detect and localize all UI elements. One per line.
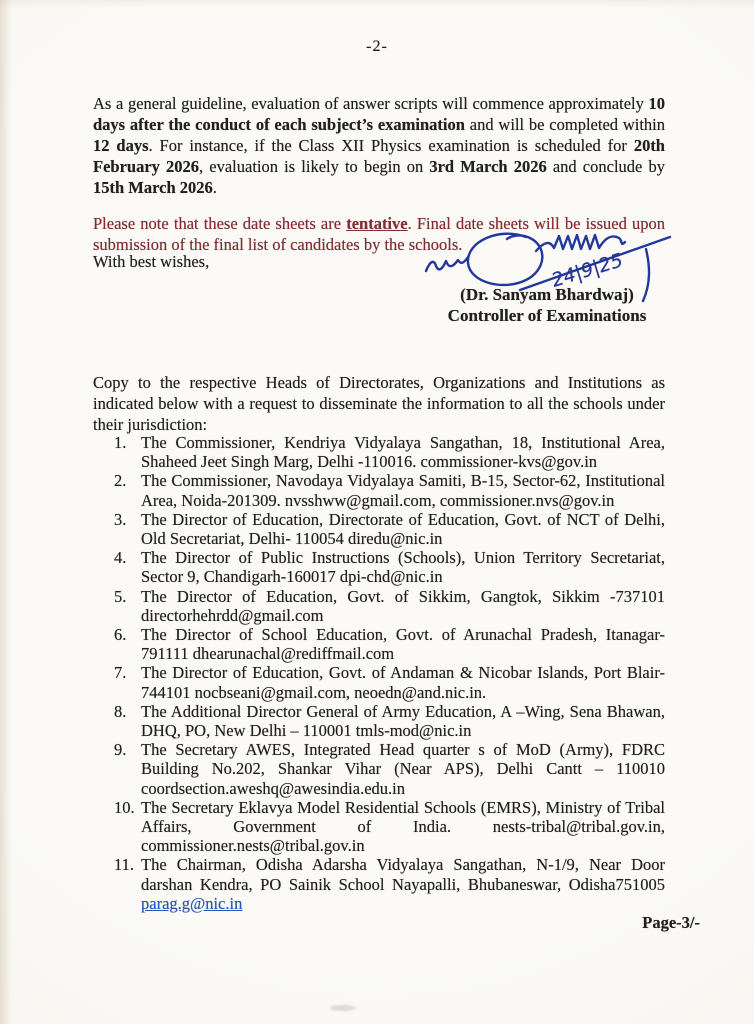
signatory-block (418, 284, 676, 326)
recipient-item (93, 548, 665, 586)
recipient-item (93, 740, 665, 798)
recipient-item (93, 663, 665, 701)
text-run: The Secretary Eklavya Model Residential Schools (EMRS), Ministry of Tribal Affairs, Government of India. nests-tribal@tribal.gov.in, commissioner.nests@tribal.gov.in (141, 797, 665, 856)
email-link[interactable]: parag.g@nic.in (141, 893, 243, 913)
page-footer-ref: Page-3/- (642, 913, 700, 932)
text-run: As a general guideline, evaluation of answer scripts will commence approximately (93, 93, 649, 113)
text-run: Please note that these date sheets are (93, 213, 347, 233)
text-run: and will be completed within (464, 114, 665, 134)
text-run: 12 days (93, 135, 149, 155)
recipient-item (93, 625, 665, 663)
recipient-item (93, 587, 665, 625)
closing-salutation: With best wishes, (93, 252, 210, 271)
recipient-item (93, 510, 665, 548)
text-run: The Director of Education, Govt. of Sikkim, Gangtok, Sikkim -737101 directorhehrdd@gmail.com (141, 586, 665, 625)
signature-date: 24|9|25 (549, 249, 626, 292)
text-run: . For instance, if the Class XII Physics examination is scheduled for (148, 135, 634, 155)
text-run: 15th March 2026 (93, 177, 213, 197)
recipient-item (93, 433, 665, 471)
text-run: and conclude by (546, 156, 665, 176)
text-run: The Director of Public Instructions (Schools), Union Territory Secretariat, Sector 9, Chandigarh-160017 dpi-chd@nic.in (141, 548, 665, 587)
text-run: The Secretary AWES, Integrated Head quarter s of MoD (Army), FDRC Building No.202, Shankar Vihar (Near APS), Delhi Cantt – 110010 coordsection.aweshq@awesindia.edu.in (141, 740, 665, 798)
text-run: . Final date sheets will be issued upon submission of the final list of candidates by the schools. (93, 213, 665, 254)
text-run: The Director of Education, Govt. of Andaman & Nicobar Islands, Port Blair-744101 nocbseani@gmail.com, neoedn@and.nic.in. (141, 663, 665, 702)
recipient-item (93, 855, 665, 913)
recipient-item (93, 471, 665, 509)
recipient-item (93, 702, 665, 740)
recipient-item (93, 798, 665, 856)
text-run: 10 days after the conduct of each subject’s examination (93, 93, 665, 134)
text-run: The Additional Director General of Army Education, A –Wing, Sena Bhawan, DHQ, PO, New Delhi – 110001 tmls-mod@nic.in (141, 701, 665, 741)
scan-smudge (330, 1005, 356, 1011)
text-run: The Chairman, Odisha Adarsha Vidyalaya Sangathan, N-1/9, Near Door darshan Kendra, PO Sainik School Nayapalli, Bhubaneswar, Odisha751005 (141, 855, 665, 894)
text-run: The Director of Education, Directorate of Education, Govt. of NCT of Delhi, Old Secretariat, Delhi- 110054 diredu@nic.in (141, 509, 665, 549)
text-run: 3rd March 2026 (429, 156, 547, 176)
copy-to-paragraph: Copy to the respective Heads of Directorates, Organizations and Institutions as indicated below with a request to disseminate the information to all the schools under their jurisdiction: (93, 372, 665, 434)
text-run: tentative (346, 213, 408, 233)
text-run: The Director of School Education, Govt. of Arunachal Pradesh, Itanagar-791111 dhearunachal@rediffmail.com (141, 625, 665, 664)
signatory-name: (Dr. Sanyam Bhardwaj) (460, 285, 634, 304)
text-run: 20th February 2026 (93, 135, 665, 176)
page-number-header: -2- (366, 38, 388, 55)
text-run: . (212, 177, 217, 197)
text-run: The Commissioner, Kendriya Vidyalaya Sangathan, 18, Institutional Area, Shaheed Jeet Singh Marg, Delhi -110016. commissioner-kvs@gov.in (141, 433, 665, 472)
text-run: The Commissioner, Navodaya Vidyalaya Samiti, B-15, Sector-62, Institutional Area, Noida-201309. nvsshww@gmail.com, commissioner.nvs@gov.in (141, 471, 665, 510)
recipients-list (93, 433, 665, 913)
signatory-title: Controller of Examinations (447, 306, 647, 325)
guideline-paragraph (93, 93, 665, 198)
text-run: , evaluation is likely to begin on (199, 156, 430, 176)
